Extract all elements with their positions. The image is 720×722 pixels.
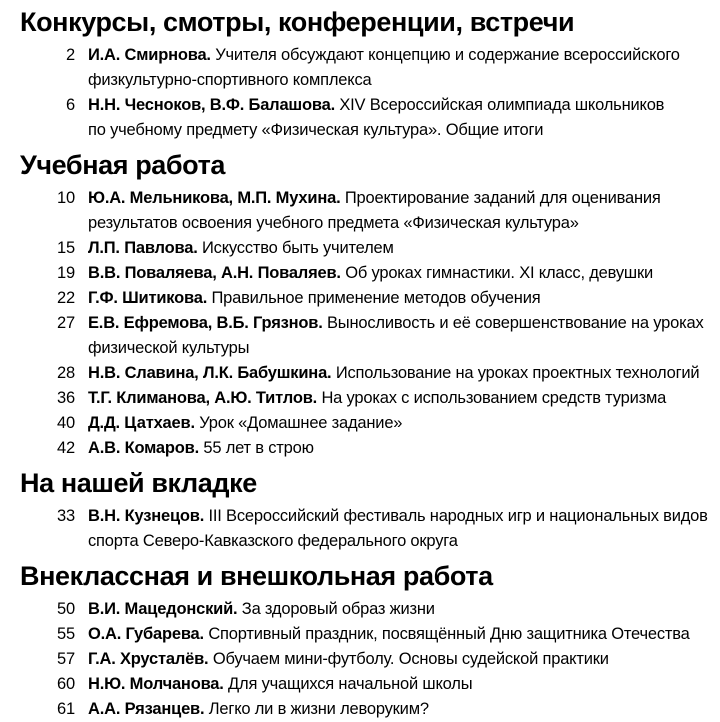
entry-line <box>88 597 435 622</box>
entry-text <box>88 386 666 411</box>
entry-authors: В.И. Мацедонский. <box>88 600 238 618</box>
toc-entry <box>20 504 712 554</box>
entry-authors: Г.А. Хрусталёв. <box>88 650 209 668</box>
entry-line <box>88 411 402 436</box>
entry-authors: Н.В. Славина, Л.К. Бабушкина. <box>88 364 332 382</box>
toc-entry <box>20 93 712 143</box>
entry-title-text: Искусство быть учителем <box>201 239 394 257</box>
entry-title-text: Выносливость и её совершенствование на уроках <box>327 314 704 332</box>
entry-text <box>88 261 653 286</box>
entry-authors: Л.П. Павлова. <box>88 239 198 257</box>
entry-text <box>88 436 314 461</box>
entry-title-text: За здоровый образ жизни <box>241 600 435 618</box>
entry-line: спорта Северо-Кавказского федерального округа <box>88 532 458 550</box>
entry-page-number: 22 <box>57 289 75 307</box>
entry-page-number: 10 <box>57 189 75 207</box>
toc-entry <box>20 622 712 647</box>
toc-section-extracurricular <box>20 562 712 722</box>
entry-title-text: Использование на уроках проектных технологий <box>335 364 700 382</box>
entry-page-number: 60 <box>57 675 75 693</box>
entry-line <box>88 386 666 411</box>
entry-text <box>88 93 664 143</box>
entry-authors: Н.Ю. Молчанова. <box>88 675 224 693</box>
entry-title-text: III Всероссийский фестиваль народных игр и национальных видов <box>208 507 708 525</box>
entry-line: физической культуры <box>88 339 250 357</box>
entry-authors: В.В. Поваляева, А.Н. Поваляев. <box>88 264 341 282</box>
entry-page-number: 27 <box>57 314 75 332</box>
toc-entry <box>20 43 712 93</box>
toc-entry <box>20 311 712 361</box>
entry-line: результатов освоения учебного предмета «Физическая культура» <box>88 214 579 232</box>
entry-line <box>88 436 314 461</box>
entry-line <box>88 311 704 336</box>
toc-entry <box>20 236 712 261</box>
entry-authors: А.В. Комаров. <box>88 439 199 457</box>
entry-title-text: На уроках с использованием средств туризма <box>321 389 667 407</box>
entry-authors: Ю.А. Мельникова, М.П. Мухина. <box>88 189 341 207</box>
entry-text <box>88 286 540 311</box>
entry-text <box>88 504 708 554</box>
entry-title-text: 55 лет в строю <box>203 439 314 457</box>
entry-page-number: 15 <box>57 239 75 257</box>
entry-authors: В.Н. Кузнецов. <box>88 507 205 525</box>
toc-section-competitions <box>20 8 712 143</box>
entry-title-text: Об уроках гимнастики. XI класс, девушки <box>345 264 653 282</box>
entry-title-text: Спортивный праздник, посвящённый Дню защитника Отечества <box>208 625 690 643</box>
entry-line <box>88 504 708 529</box>
entry-authors: Н.Н. Чесноков, В.Ф. Балашова. <box>88 96 335 114</box>
entry-line <box>88 93 664 118</box>
entry-text <box>88 361 699 386</box>
entry-line <box>88 186 661 211</box>
toc-entry <box>20 697 712 722</box>
entry-line: физкультурно-спортивного комплекса <box>88 71 372 89</box>
toc-entry <box>20 436 712 461</box>
entry-title-text: Обучаем мини-футболу. Основы судейской практики <box>212 650 609 668</box>
section-heading: Учебная работа <box>20 150 226 180</box>
entry-text <box>88 236 394 261</box>
toc-entry <box>20 286 712 311</box>
entry-text <box>88 697 429 722</box>
entry-text <box>88 411 402 436</box>
entry-line <box>88 647 609 672</box>
toc-entry <box>20 411 712 436</box>
entry-title-text: Учителя обсуждают концепцию и содержание всероссийского <box>215 46 680 64</box>
entry-page-number: 55 <box>57 625 75 643</box>
toc-entry <box>20 186 712 236</box>
entry-page-number: 28 <box>57 364 75 382</box>
entry-title-text: XIV Всероссийская олимпиада школьников <box>339 96 665 114</box>
entry-text <box>88 672 472 697</box>
entry-authors: Д.Д. Цатхаев. <box>88 414 195 432</box>
entry-authors: А.А. Рязанцев. <box>88 700 205 718</box>
entry-line <box>88 236 394 261</box>
entry-title-text: Правильное применение методов обучения <box>211 289 541 307</box>
entry-text <box>88 186 661 236</box>
entry-authors: И.А. Смирнова. <box>88 46 211 64</box>
entry-line <box>88 361 699 386</box>
entry-line <box>88 697 429 722</box>
entry-page-number: 6 <box>66 96 75 114</box>
entry-text <box>88 311 704 361</box>
section-heading: На нашей вкладке <box>20 468 257 498</box>
entry-authors: Т.Г. Климанова, А.Ю. Титлов. <box>88 389 318 407</box>
entry-authors: О.А. Губарева. <box>88 625 204 643</box>
toc-entry <box>20 597 712 622</box>
entry-line <box>88 43 680 68</box>
entry-page-number: 57 <box>57 650 75 668</box>
toc-entry <box>20 672 712 697</box>
entry-line <box>88 672 472 697</box>
entry-line <box>88 622 690 647</box>
entry-page-number: 42 <box>57 439 75 457</box>
toc-section-study-work <box>20 151 712 461</box>
section-heading: Конкурсы, смотры, конференции, встречи <box>20 7 575 37</box>
entry-text <box>88 647 609 672</box>
entry-page-number: 61 <box>57 700 75 718</box>
entry-title-text: Легко ли в жизни леворуким? <box>208 700 429 718</box>
entry-page-number: 36 <box>57 389 75 407</box>
entry-text <box>88 43 680 93</box>
entry-text <box>88 622 690 647</box>
section-heading: Внеклассная и внешкольная работа <box>20 561 493 591</box>
toc-section-insert <box>20 469 712 554</box>
entry-line <box>88 286 540 311</box>
entry-authors: Г.Ф. Шитикова. <box>88 289 208 307</box>
entry-title-text: Для учащихся начальной школы <box>228 675 473 693</box>
entry-title-text: Проектирование заданий для оценивания <box>344 189 661 207</box>
entry-page-number: 33 <box>57 507 75 525</box>
toc-entry <box>20 361 712 386</box>
toc-entry <box>20 647 712 672</box>
entry-page-number: 50 <box>57 600 75 618</box>
entry-line: по учебному предмету «Физическая культура». Общие итоги <box>88 121 544 139</box>
entry-line <box>88 261 653 286</box>
entry-text <box>88 597 435 622</box>
entry-page-number: 2 <box>66 46 75 64</box>
entry-page-number: 19 <box>57 264 75 282</box>
entry-authors: Е.В. Ефремова, В.Б. Грязнов. <box>88 314 323 332</box>
entry-title-text: Урок «Домашнее задание» <box>199 414 403 432</box>
toc-entry <box>20 261 712 286</box>
toc-entry <box>20 386 712 411</box>
entry-page-number: 40 <box>57 414 75 432</box>
